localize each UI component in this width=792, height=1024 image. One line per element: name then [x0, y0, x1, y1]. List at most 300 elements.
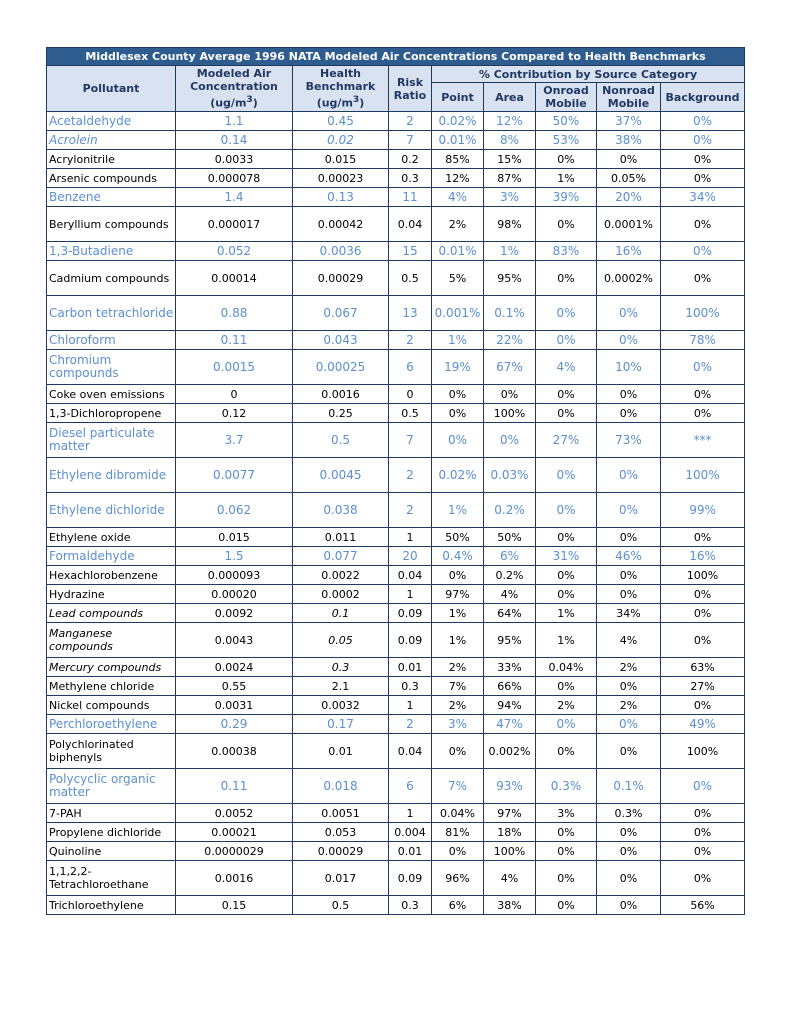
- cell-risk: 1: [389, 804, 432, 823]
- cell-nonroad: 0%: [597, 493, 661, 528]
- cell-onroad: 83%: [536, 242, 597, 261]
- cell-risk: 0.01: [389, 842, 432, 861]
- cell-nonroad: 0%: [597, 528, 661, 547]
- cell-area: 67%: [484, 350, 536, 385]
- cell-onroad: 0%: [536, 404, 597, 423]
- cell-background: 0%: [661, 528, 745, 547]
- cell-modeled: 0.0092: [176, 604, 293, 623]
- cell-background: 0%: [661, 207, 745, 242]
- cell-area: 0.03%: [484, 458, 536, 493]
- header-risk-ratio: Risk Ratio: [389, 66, 432, 112]
- cell-pollutant: Perchloroethylene: [47, 715, 176, 734]
- cell-modeled: 0.015: [176, 528, 293, 547]
- cell-background: 56%: [661, 896, 745, 915]
- cell-risk: 6: [389, 769, 432, 804]
- cell-background: 0%: [661, 404, 745, 423]
- cell-nonroad: 0%: [597, 715, 661, 734]
- header-health-benchmark: Health Benchmark $(ug/m^3)$: [293, 66, 389, 112]
- cell-risk: 0.09: [389, 604, 432, 623]
- cell-nonroad: 16%: [597, 242, 661, 261]
- cell-point: 97%: [432, 585, 484, 604]
- cell-onroad: 3%: [536, 804, 597, 823]
- cell-area: 4%: [484, 585, 536, 604]
- cell-risk: 1: [389, 585, 432, 604]
- cell-benchmark: 0.3: [293, 658, 389, 677]
- cell-point: 1%: [432, 604, 484, 623]
- cell-point: 4%: [432, 188, 484, 207]
- cell-risk: 0.3: [389, 169, 432, 188]
- cell-pollutant: 1,3-Dichloropropene: [47, 404, 176, 423]
- cell-pollutant: Trichloroethylene: [47, 896, 176, 915]
- cell-risk: 0.3: [389, 896, 432, 915]
- cell-nonroad: 0%: [597, 566, 661, 585]
- cell-onroad: 0%: [536, 842, 597, 861]
- cell-nonroad: 46%: [597, 547, 661, 566]
- cell-point: 0.04%: [432, 804, 484, 823]
- cell-benchmark: 0.00029: [293, 842, 389, 861]
- cell-point: 1%: [432, 623, 484, 658]
- cell-nonroad: 0.1%: [597, 769, 661, 804]
- cell-onroad: 0%: [536, 385, 597, 404]
- cell-benchmark: 0.02: [293, 131, 389, 150]
- cell-onroad: 0%: [536, 734, 597, 769]
- cell-background: 0%: [661, 385, 745, 404]
- cell-benchmark: 0.017: [293, 861, 389, 896]
- cell-nonroad: 0.05%: [597, 169, 661, 188]
- cell-modeled: 3.7: [176, 423, 293, 458]
- cell-onroad: 0%: [536, 331, 597, 350]
- cell-onroad: 0%: [536, 458, 597, 493]
- cell-pollutant: Ethylene dichloride: [47, 493, 176, 528]
- cell-nonroad: 10%: [597, 350, 661, 385]
- cell-nonroad: 0%: [597, 150, 661, 169]
- cell-modeled: 0: [176, 385, 293, 404]
- cell-modeled: 1.5: [176, 547, 293, 566]
- cell-modeled: 0.0024: [176, 658, 293, 677]
- cell-modeled: 0.0000029: [176, 842, 293, 861]
- cell-benchmark: 0.015: [293, 150, 389, 169]
- cell-point: 6%: [432, 896, 484, 915]
- cell-area: 98%: [484, 207, 536, 242]
- cell-nonroad: 37%: [597, 112, 661, 131]
- cell-background: 34%: [661, 188, 745, 207]
- cell-risk: 0.09: [389, 623, 432, 658]
- cell-area: 100%: [484, 404, 536, 423]
- cell-modeled: 0.14: [176, 131, 293, 150]
- cell-risk: 0.004: [389, 823, 432, 842]
- cell-onroad: 0%: [536, 715, 597, 734]
- cell-onroad: 4%: [536, 350, 597, 385]
- table-body: [47, 112, 745, 915]
- cell-point: 0.4%: [432, 547, 484, 566]
- cell-pollutant: Polycyclic organic matter: [47, 769, 176, 804]
- table-row: [47, 734, 745, 769]
- cell-background: 0%: [661, 861, 745, 896]
- cell-background: 49%: [661, 715, 745, 734]
- cell-risk: 0.04: [389, 207, 432, 242]
- cell-area: 3%: [484, 188, 536, 207]
- cell-point: 0.01%: [432, 131, 484, 150]
- cell-nonroad: 0%: [597, 734, 661, 769]
- header-onroad-mobile: Onroad Mobile: [536, 83, 597, 112]
- cell-background: 63%: [661, 658, 745, 677]
- table-row: [47, 385, 745, 404]
- cell-background: 100%: [661, 296, 745, 331]
- cell-background: 0%: [661, 804, 745, 823]
- table-row: [47, 823, 745, 842]
- cell-pollutant: Manganese compounds: [47, 623, 176, 658]
- cell-nonroad: 0.3%: [597, 804, 661, 823]
- cell-nonroad: 2%: [597, 696, 661, 715]
- cell-benchmark: 0.5: [293, 896, 389, 915]
- cell-risk: 0.5: [389, 261, 432, 296]
- table-row: [47, 261, 745, 296]
- cell-point: 0%: [432, 404, 484, 423]
- cell-area: 4%: [484, 861, 536, 896]
- cell-modeled: 0.00021: [176, 823, 293, 842]
- cell-background: 0%: [661, 585, 745, 604]
- cell-point: 0.02%: [432, 458, 484, 493]
- cell-onroad: 0%: [536, 585, 597, 604]
- cell-nonroad: 0%: [597, 585, 661, 604]
- cell-benchmark: 0.053: [293, 823, 389, 842]
- cell-risk: 1: [389, 528, 432, 547]
- cell-benchmark: 0.5: [293, 423, 389, 458]
- cell-risk: 0.04: [389, 734, 432, 769]
- table-row: [47, 423, 745, 458]
- cell-risk: 2: [389, 112, 432, 131]
- cell-risk: 0.3: [389, 677, 432, 696]
- cell-onroad: 1%: [536, 604, 597, 623]
- table-row: [47, 131, 745, 150]
- table-row: [47, 207, 745, 242]
- cell-point: 12%: [432, 169, 484, 188]
- cell-benchmark: 0.00042: [293, 207, 389, 242]
- cell-pollutant: 7-PAH: [47, 804, 176, 823]
- cell-modeled: 0.11: [176, 331, 293, 350]
- cell-risk: 2: [389, 715, 432, 734]
- table-row: [47, 493, 745, 528]
- cell-point: 96%: [432, 861, 484, 896]
- cell-background: 100%: [661, 566, 745, 585]
- cell-nonroad: 4%: [597, 623, 661, 658]
- cell-area: 6%: [484, 547, 536, 566]
- cell-onroad: 0%: [536, 823, 597, 842]
- cell-area: 100%: [484, 842, 536, 861]
- cell-pollutant: Cadmium compounds: [47, 261, 176, 296]
- cell-benchmark: 0.01: [293, 734, 389, 769]
- cell-risk: 2: [389, 458, 432, 493]
- cell-onroad: 0%: [536, 677, 597, 696]
- table-row: [47, 331, 745, 350]
- cell-nonroad: 2%: [597, 658, 661, 677]
- cell-onroad: 0%: [536, 261, 597, 296]
- cell-point: 2%: [432, 207, 484, 242]
- cell-benchmark: 0.0002: [293, 585, 389, 604]
- cell-risk: 1: [389, 696, 432, 715]
- cell-modeled: 0.000017: [176, 207, 293, 242]
- cell-area: 18%: [484, 823, 536, 842]
- cell-point: 0%: [432, 385, 484, 404]
- table-row: [47, 112, 745, 131]
- header-area: Area: [484, 83, 536, 112]
- cell-risk: 0.09: [389, 861, 432, 896]
- cell-background: 99%: [661, 493, 745, 528]
- cell-onroad: 53%: [536, 131, 597, 150]
- cell-area: 0%: [484, 385, 536, 404]
- cell-pollutant: 1,3-Butadiene: [47, 242, 176, 261]
- cell-area: 95%: [484, 623, 536, 658]
- cell-benchmark: 0.0016: [293, 385, 389, 404]
- cell-onroad: 0%: [536, 528, 597, 547]
- table-row: [47, 458, 745, 493]
- table-row: [47, 350, 745, 385]
- header-nonroad-mobile: Nonroad Mobile: [597, 83, 661, 112]
- cell-risk: 0.2: [389, 150, 432, 169]
- table-row: [47, 769, 745, 804]
- table-row: [47, 658, 745, 677]
- table-row: [47, 604, 745, 623]
- cell-modeled: 0.000093: [176, 566, 293, 585]
- cell-area: 0%: [484, 423, 536, 458]
- cell-background: 0%: [661, 604, 745, 623]
- cell-nonroad: 0.0001%: [597, 207, 661, 242]
- cell-onroad: 31%: [536, 547, 597, 566]
- cell-area: 0.1%: [484, 296, 536, 331]
- table-row: [47, 404, 745, 423]
- cell-benchmark: 0.0022: [293, 566, 389, 585]
- cell-area: 97%: [484, 804, 536, 823]
- cell-area: 93%: [484, 769, 536, 804]
- cell-point: 2%: [432, 658, 484, 677]
- cell-point: 0.01%: [432, 242, 484, 261]
- cell-onroad: 0%: [536, 150, 597, 169]
- table-row: [47, 696, 745, 715]
- cell-nonroad: 0%: [597, 296, 661, 331]
- cell-nonroad: 0%: [597, 677, 661, 696]
- cell-onroad: 0%: [536, 861, 597, 896]
- cell-benchmark: 0.13: [293, 188, 389, 207]
- table-row: [47, 861, 745, 896]
- cell-pollutant: Ethylene dibromide: [47, 458, 176, 493]
- cell-modeled: 0.0031: [176, 696, 293, 715]
- cell-background: 100%: [661, 458, 745, 493]
- cell-benchmark: 0.011: [293, 528, 389, 547]
- header-modeled-concentration: Modeled Air Concentration $(ug/m^3)$: [176, 66, 293, 112]
- table-row: [47, 623, 745, 658]
- cell-area: 64%: [484, 604, 536, 623]
- cell-area: 66%: [484, 677, 536, 696]
- cell-background: 100%: [661, 734, 745, 769]
- cell-onroad: 1%: [536, 169, 597, 188]
- cell-risk: 7: [389, 131, 432, 150]
- cell-onroad: 0%: [536, 566, 597, 585]
- cell-benchmark: 0.043: [293, 331, 389, 350]
- cell-pollutant: Mercury compounds: [47, 658, 176, 677]
- cell-background: ***: [661, 423, 745, 458]
- cell-onroad: 0%: [536, 896, 597, 915]
- header-point: Point: [432, 83, 484, 112]
- cell-modeled: 0.000078: [176, 169, 293, 188]
- table-row: [47, 188, 745, 207]
- cell-benchmark: 0.067: [293, 296, 389, 331]
- cell-point: 0.001%: [432, 296, 484, 331]
- cell-risk: 7: [389, 423, 432, 458]
- cell-nonroad: 0%: [597, 896, 661, 915]
- cell-point: 1%: [432, 331, 484, 350]
- cell-pollutant: Acetaldehyde: [47, 112, 176, 131]
- cell-background: 0%: [661, 261, 745, 296]
- cell-pollutant: Ethylene oxide: [47, 528, 176, 547]
- cell-background: 0%: [661, 131, 745, 150]
- cell-background: 0%: [661, 169, 745, 188]
- cell-onroad: 0%: [536, 296, 597, 331]
- cell-modeled: 0.55: [176, 677, 293, 696]
- cell-modeled: 0.0077: [176, 458, 293, 493]
- header-pollutant: Pollutant: [47, 66, 176, 112]
- header-background: Background: [661, 83, 745, 112]
- cell-nonroad: 0%: [597, 842, 661, 861]
- cell-modeled: 0.0033: [176, 150, 293, 169]
- cell-area: 33%: [484, 658, 536, 677]
- cell-point: 5%: [432, 261, 484, 296]
- table-row: [47, 896, 745, 915]
- cell-pollutant: Chloroform: [47, 331, 176, 350]
- cell-benchmark: 0.038: [293, 493, 389, 528]
- cell-onroad: 50%: [536, 112, 597, 131]
- cell-benchmark: 0.00029: [293, 261, 389, 296]
- cell-modeled: 0.062: [176, 493, 293, 528]
- cell-modeled: 0.0052: [176, 804, 293, 823]
- cell-modeled: 0.15: [176, 896, 293, 915]
- cell-modeled: 0.11: [176, 769, 293, 804]
- cell-benchmark: 0.077: [293, 547, 389, 566]
- cell-point: 0%: [432, 423, 484, 458]
- cell-area: 22%: [484, 331, 536, 350]
- cell-risk: 20: [389, 547, 432, 566]
- cell-pollutant: Hydrazine: [47, 585, 176, 604]
- cell-point: 0%: [432, 566, 484, 585]
- cell-nonroad: 0%: [597, 385, 661, 404]
- cell-risk: 6: [389, 350, 432, 385]
- cell-benchmark: 2.1: [293, 677, 389, 696]
- cell-modeled: 0.00038: [176, 734, 293, 769]
- cell-onroad: 0%: [536, 207, 597, 242]
- cell-pollutant: Diesel particulate matter: [47, 423, 176, 458]
- cell-pollutant: Lead compounds: [47, 604, 176, 623]
- cell-benchmark: 0.25: [293, 404, 389, 423]
- cell-modeled: 0.0043: [176, 623, 293, 658]
- cell-pollutant: Acrolein: [47, 131, 176, 150]
- pollutant-table: [46, 47, 745, 915]
- cell-pollutant: Beryllium compounds: [47, 207, 176, 242]
- cell-nonroad: 73%: [597, 423, 661, 458]
- cell-modeled: 0.00014: [176, 261, 293, 296]
- cell-point: 81%: [432, 823, 484, 842]
- cell-modeled: 0.29: [176, 715, 293, 734]
- cell-onroad: 0.04%: [536, 658, 597, 677]
- cell-point: 85%: [432, 150, 484, 169]
- cell-pollutant: Arsenic compounds: [47, 169, 176, 188]
- cell-area: 47%: [484, 715, 536, 734]
- table-row: [47, 169, 745, 188]
- table-row: [47, 242, 745, 261]
- cell-risk: 0.04: [389, 566, 432, 585]
- cell-area: 87%: [484, 169, 536, 188]
- cell-benchmark: 0.00023: [293, 169, 389, 188]
- cell-background: 16%: [661, 547, 745, 566]
- cell-modeled: 1.4: [176, 188, 293, 207]
- cell-nonroad: 0%: [597, 823, 661, 842]
- table-row: [47, 566, 745, 585]
- cell-benchmark: 0.1: [293, 604, 389, 623]
- table-row: [47, 296, 745, 331]
- table-row: [47, 547, 745, 566]
- cell-background: 0%: [661, 696, 745, 715]
- cell-risk: 0.01: [389, 658, 432, 677]
- cell-benchmark: 0.45: [293, 112, 389, 131]
- cell-point: 7%: [432, 769, 484, 804]
- table-row: [47, 528, 745, 547]
- cell-onroad: 0.3%: [536, 769, 597, 804]
- cell-nonroad: 0%: [597, 861, 661, 896]
- cell-risk: 11: [389, 188, 432, 207]
- cell-area: 0.2%: [484, 566, 536, 585]
- cell-pollutant: Coke oven emissions: [47, 385, 176, 404]
- table-title: Middlesex County Average 1996 NATA Modeled Air Concentrations Compared to Health Benchmarks: [47, 48, 745, 66]
- cell-benchmark: 0.05: [293, 623, 389, 658]
- cell-background: 0%: [661, 823, 745, 842]
- cell-point: 19%: [432, 350, 484, 385]
- cell-nonroad: 38%: [597, 131, 661, 150]
- cell-point: 0%: [432, 842, 484, 861]
- cell-modeled: 1.1: [176, 112, 293, 131]
- cell-nonroad: 0%: [597, 404, 661, 423]
- cell-point: 2%: [432, 696, 484, 715]
- cell-pollutant: Quinoline: [47, 842, 176, 861]
- table-row: [47, 677, 745, 696]
- cell-pollutant: Polychlorinated biphenyls: [47, 734, 176, 769]
- cell-point: 0.02%: [432, 112, 484, 131]
- cell-modeled: 0.052: [176, 242, 293, 261]
- cell-nonroad: 0.0002%: [597, 261, 661, 296]
- table-row: [47, 150, 745, 169]
- cell-benchmark: 0.0036: [293, 242, 389, 261]
- cell-area: 95%: [484, 261, 536, 296]
- cell-benchmark: 0.0032: [293, 696, 389, 715]
- cell-background: 0%: [661, 242, 745, 261]
- cell-point: 7%: [432, 677, 484, 696]
- cell-nonroad: 0%: [597, 458, 661, 493]
- cell-pollutant: Nickel compounds: [47, 696, 176, 715]
- cell-area: 50%: [484, 528, 536, 547]
- cell-background: 27%: [661, 677, 745, 696]
- cell-benchmark: 0.0045: [293, 458, 389, 493]
- cell-benchmark: 0.00025: [293, 350, 389, 385]
- cell-background: 0%: [661, 150, 745, 169]
- cell-area: 8%: [484, 131, 536, 150]
- cell-onroad: 39%: [536, 188, 597, 207]
- cell-background: 0%: [661, 112, 745, 131]
- cell-modeled: 0.88: [176, 296, 293, 331]
- cell-onroad: 0%: [536, 493, 597, 528]
- cell-risk: 13: [389, 296, 432, 331]
- cell-area: 38%: [484, 896, 536, 915]
- cell-area: 1%: [484, 242, 536, 261]
- cell-modeled: 0.00020: [176, 585, 293, 604]
- cell-risk: 0.5: [389, 404, 432, 423]
- cell-area: 94%: [484, 696, 536, 715]
